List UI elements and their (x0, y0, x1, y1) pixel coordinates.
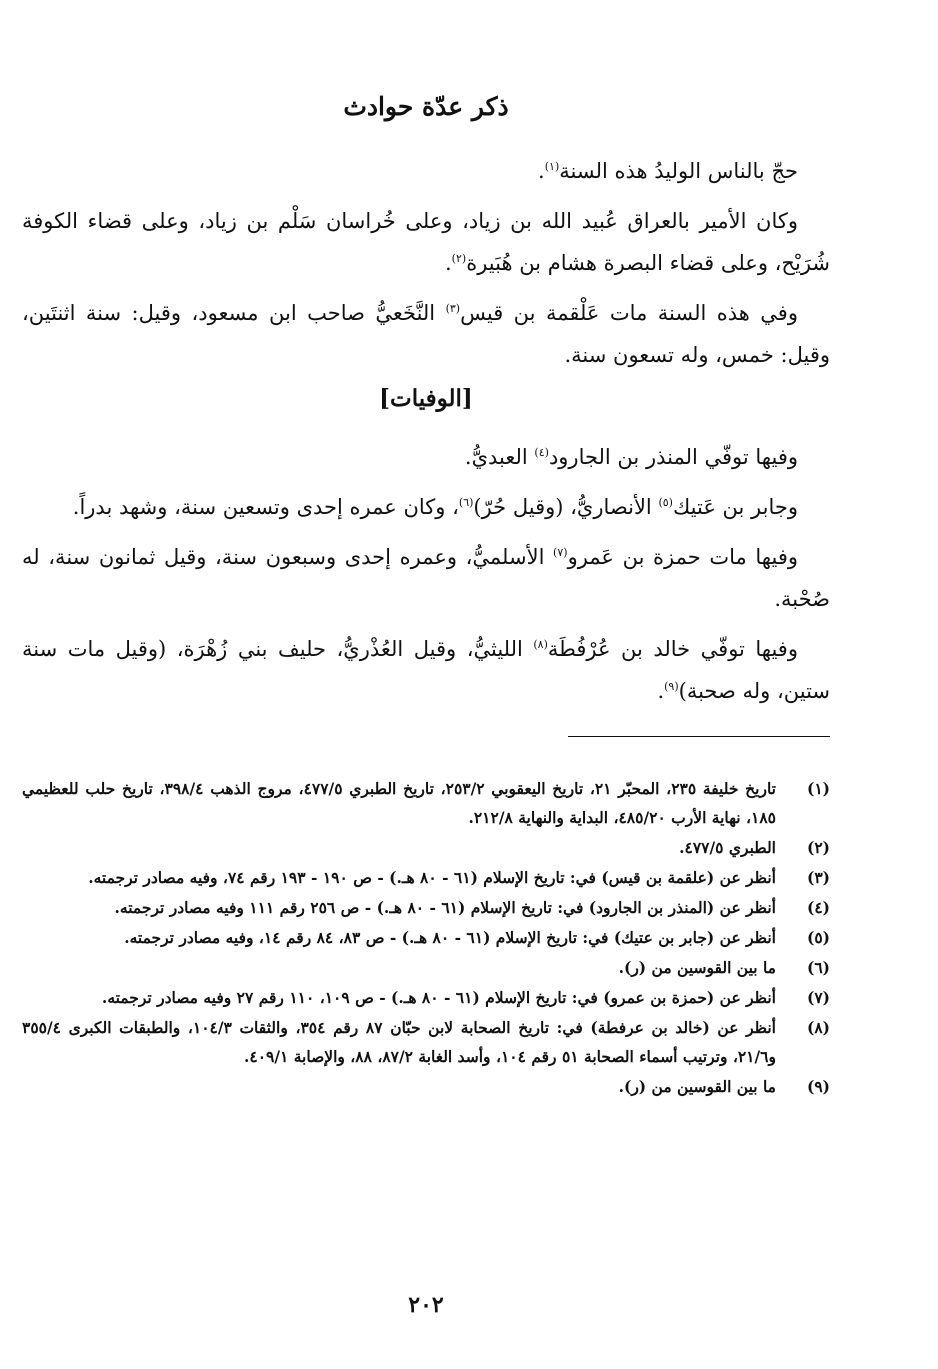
footnote-item (22, 774, 830, 832)
footnote-number: (٤) (806, 898, 830, 917)
paragraph-khalid: وفيها توفّي خالد بن عُرْفُطَة$^{(٨)}$ الليثيُّ، وقيل العُذْريُّ، حليف بني زُهْرَة، (وقيل مات سنة ستين، وله صحبة)$^{(٩)}$. (22, 637, 830, 703)
footnotes (22, 774, 830, 1102)
footnote-item (22, 923, 830, 952)
main-text-before (22, 150, 830, 384)
footnote-item (22, 833, 830, 862)
footnote-item (22, 1072, 830, 1101)
footnote-marker: (١) (544, 160, 560, 173)
paragraph-mundhir: وفيها توفّي المنذر بن الجارود$^{(٤)}$ العبديُّ. (464, 445, 798, 469)
footnote-text: أنظر عن (حمزة بن عمرو) في: تاريخ الإسلام (٦١ - ٨٠ هـ.) - ص ١٠٩، ١١٠ رقم ٢٧ وفيه مصادر ترجمته. (101, 988, 776, 1007)
paragraph-jabir: وجابر بن عَتيك$^{(٥)}$ الأنصاريُّ، (وقيل حُرّ)$^{(٦)}$، وكان عمره إحدى وتسعين سنة، وشهد بدراً. (72, 495, 798, 519)
footnote-text: ما بين القوسين من (ر). (618, 958, 776, 977)
section-heading: ذكر عدّة حوادث (343, 92, 509, 121)
footnote-text: أنظر عن (المنذر بن الجارود) في: تاريخ الإسلام (٦١ - ٨٠ هـ.) - ص ٢٥٦ رقم ١١١ وفيه مصادر ترجمته. (114, 898, 776, 917)
paragraph-alqama: وفي هذه السنة مات عَلْقمة بن قيس$^{(٣)}$ النَّخَعيُّ صاحب ابن مسعود، وقيل: سنة اثنتَين، وقيل: خمس، وله تسعون سنة. (22, 301, 830, 367)
footnote-item (22, 893, 830, 922)
footnote-number: (٢) (806, 838, 830, 857)
footnote-marker: (٧) (553, 546, 568, 559)
main-text-after (22, 436, 830, 720)
footnote-marker: (٣) (445, 302, 461, 315)
footnote-marker: (٥) (658, 496, 673, 509)
paragraph-hajj: حجّ بالناس الوليدُ هذه السنة$^{(١)}$. (538, 159, 798, 183)
footnote-item (22, 953, 830, 982)
footnote-marker: (٩) (664, 680, 679, 693)
footnote-divider (568, 736, 830, 737)
footnote-marker: (٦) (458, 496, 474, 509)
footnote-number: (٣) (806, 868, 830, 887)
footnote-number: (٧) (806, 988, 830, 1007)
footnote-text: تاريخ خليفة ٢٣٥، المحبّر ٢١، تاريخ اليعقوبي ٢٥٣/٢، تاريخ الطبري ٤٧٧/٥، مروج الذهب ٣٩٨/٤، تاريخ حلب للعظيمي ١٨٥، نهاية الأرب ٤٨٥/٢٠، البداية والنهاية ٢١٢/٨. (22, 779, 776, 827)
paragraph-governors: وكان الأمير بالعراق عُبيد الله بن زياد، وعلى خُراسان سَلْم بن زياد، وعلى قضاء الكوفة شُرَيْح، وعلى قضاء البصرة هشام بن هُبَيرة$^{(٢)}$. (22, 209, 830, 275)
book-page (22, 0, 830, 1369)
footnote-item (22, 863, 830, 892)
paragraph-hamza: وفيها مات حمزة بن عَمرو$^{(٧)}$ الأسلميُّ، وعمره إحدى وسبعون سنة، وقيل ثمانون سنة، له صُحْبة. (22, 545, 830, 611)
deaths-subheading: [الوفيات] (379, 385, 473, 412)
footnote-text: أنظر عن (جابر بن عتيك) في: تاريخ الإسلام (٦١ - ٨٠ هـ.) - ص ٨٣، ٨٤ رقم ١٤، وفيه مصادر ترجمته. (124, 928, 776, 947)
footnote-item (22, 1013, 830, 1071)
footnote-number: (٦) (806, 958, 830, 977)
footnote-marker: (٤) (534, 446, 549, 459)
footnote-text: أنظر عن (علقمة بن قيس) في: تاريخ الإسلام (٦١ - ٨٠ هـ.) - ص ١٩٠ - ١٩٣ رقم ٧٤، وفيه مصادر ترجمته. (88, 868, 776, 887)
footnote-text: ما بين القوسين من (ر). (618, 1077, 776, 1096)
footnote-number: (٥) (806, 928, 830, 947)
footnote-text: الطبري ٤٧٧/٥. (679, 838, 776, 857)
page-number: ٢٠٢ (408, 1292, 444, 1318)
footnote-text: أنظر عن (خالد بن عرفطة) في: تاريخ الصحابة لابن حبّان ٨٧ رقم ٣٥٤، والثقات ١٠٤/٣، والطبقات الكبرى ٣٥٥/٤ و٢١/٦، وترتيب أسماء الصحابة ٥١ رقم ١٠٤، وأسد الغابة ٨٧/٢، ٨٨، والإصابة ٤٠٩/١. (22, 1018, 776, 1066)
footnote-number: (١) (806, 779, 830, 798)
footnote-number: (٩) (806, 1077, 830, 1096)
footnote-item (22, 983, 830, 1012)
footnote-number: (٨) (806, 1018, 830, 1037)
footnote-marker: (٨) (533, 638, 548, 651)
footnote-marker: (٢) (451, 252, 467, 265)
